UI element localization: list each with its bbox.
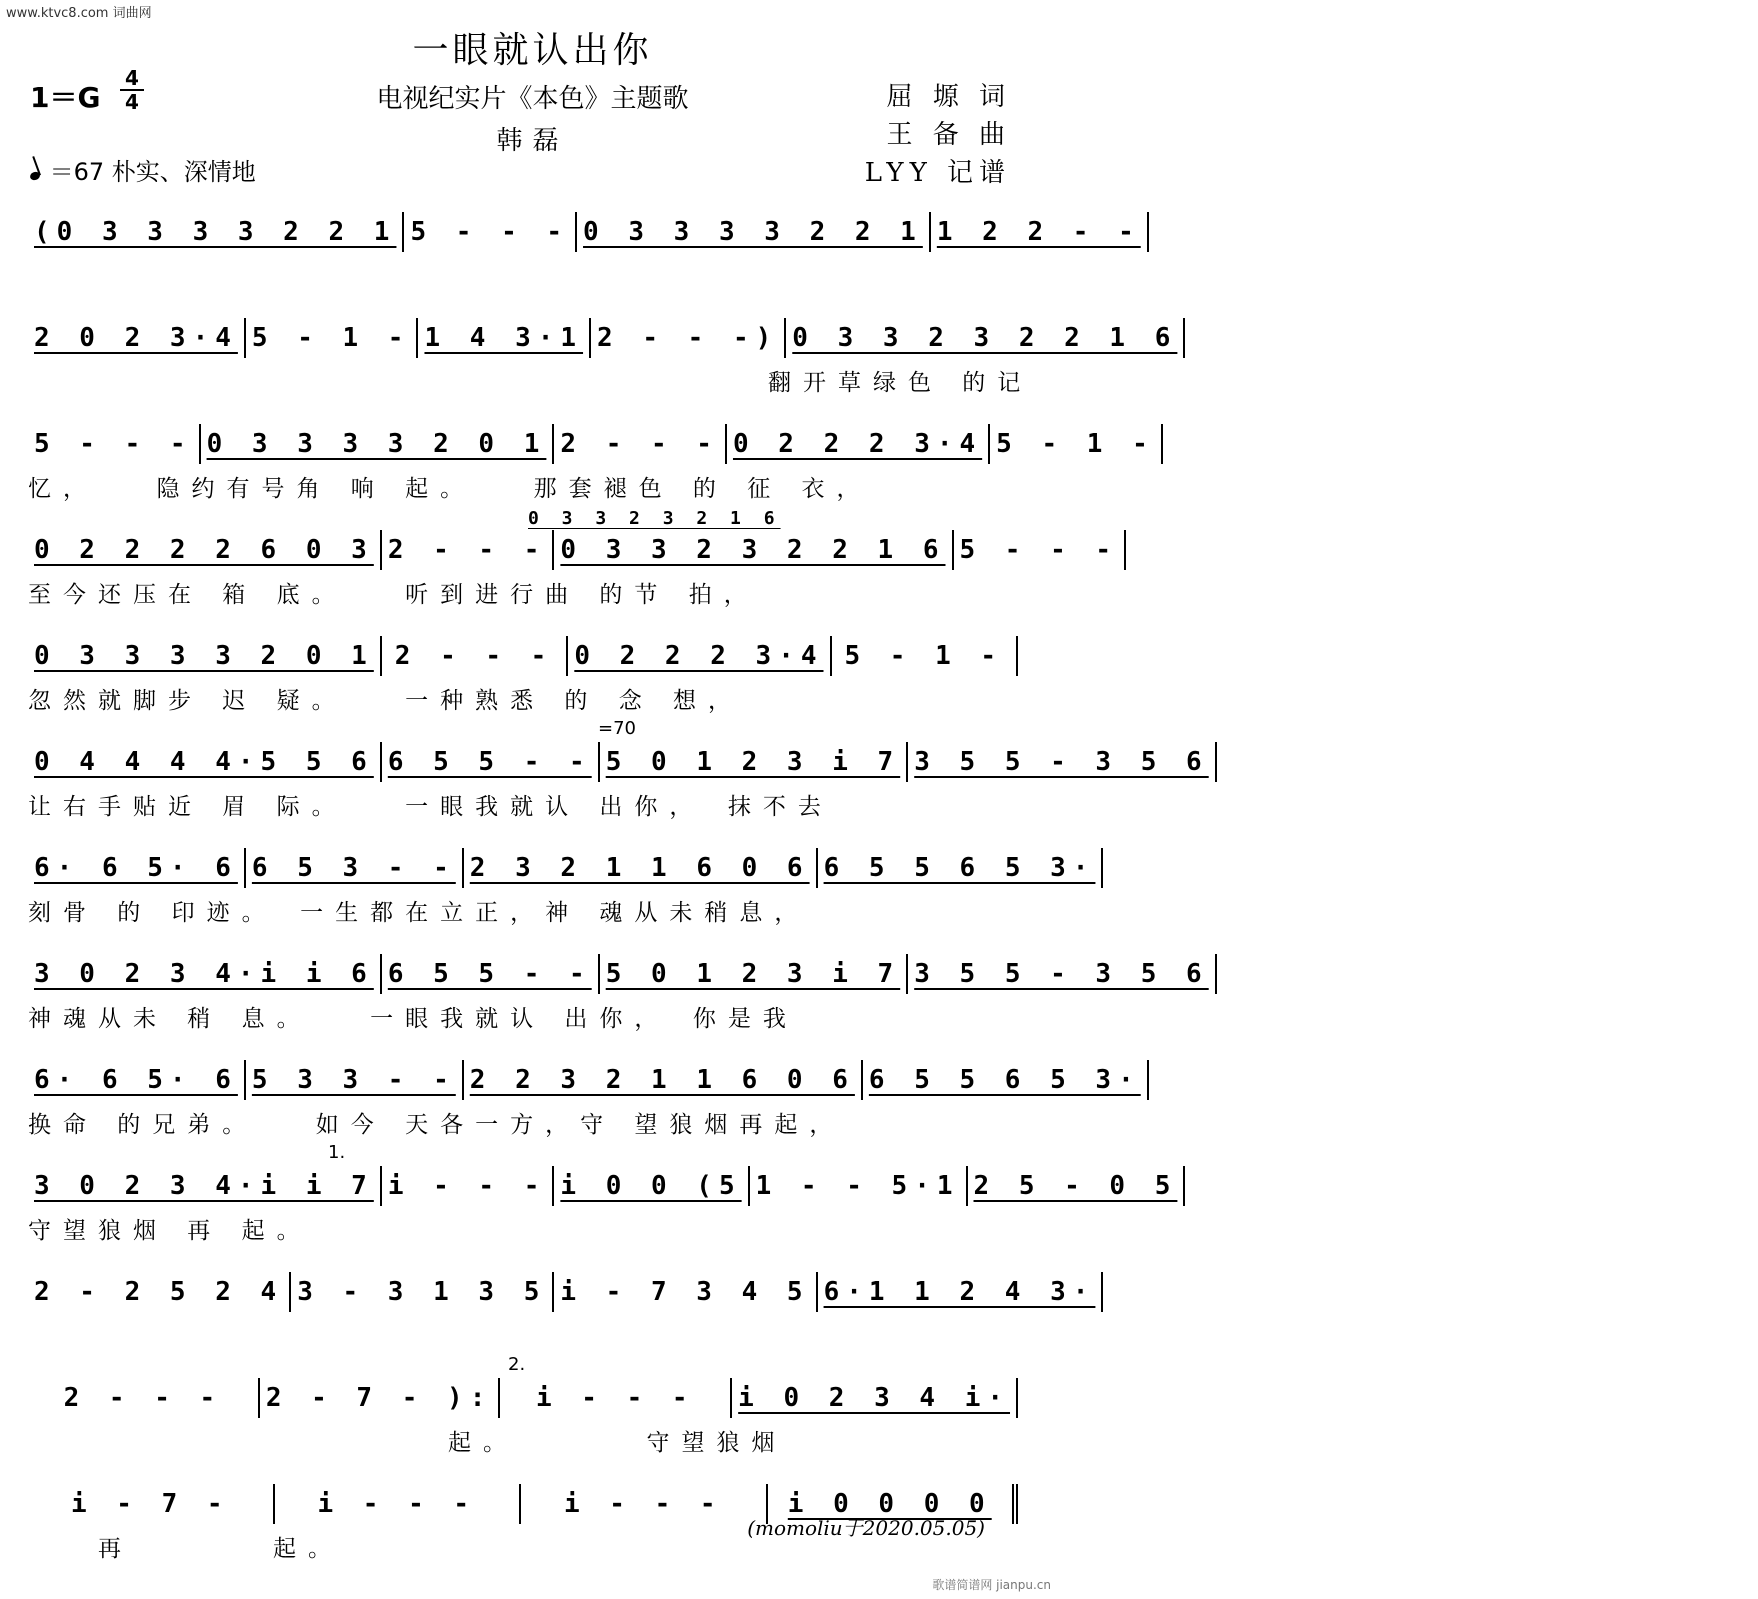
measure <box>28 424 201 464</box>
measure <box>908 954 1217 994</box>
measure <box>600 742 909 782</box>
time-signature-bottom: 4 <box>125 90 139 114</box>
measure <box>554 424 727 464</box>
measure-notes: 3 0 2 3 4·i i 6 <box>34 959 374 989</box>
measure <box>931 212 1149 252</box>
lyric-line: 至今还压在 箱 底。 听到进行曲 的节 拍， <box>28 582 759 608</box>
measure <box>990 424 1163 464</box>
measure <box>786 318 1185 358</box>
measure-notes: 6· 6 5· 6 <box>34 1065 238 1095</box>
time-signature-top: 4 <box>125 66 139 90</box>
measure-notes: 1 4 3·1 <box>424 323 584 353</box>
score <box>28 192 1209 1570</box>
measure <box>404 212 577 252</box>
measure-notes: i - - - <box>387 1171 547 1201</box>
score-row <box>28 1142 1178 1252</box>
measure <box>521 1484 768 1524</box>
credits <box>865 78 1011 192</box>
measure-notes: 6· 6 5· 6 <box>34 853 238 883</box>
tempo-text: ＝67 朴实、深情地 <box>49 158 256 186</box>
measure-notes: 5 - - - <box>959 535 1119 565</box>
measure <box>28 848 246 888</box>
credit-transcriber: LYY 记谱 <box>864 158 1011 188</box>
credit-composer: 王 备 曲 <box>886 120 1011 150</box>
lyric-line: 起。 守望狼烟 <box>28 1430 787 1456</box>
lyric-line: 神魂从未 稍 息。 一眼我就认 出你， 你是我 <box>28 1006 798 1032</box>
measure <box>732 1378 1018 1418</box>
measure-notes: 3 5 5 - 3 5 6 <box>914 959 1209 989</box>
score-row <box>28 718 1209 828</box>
transcriber-signature: (momoliu于2020.05.05) <box>747 1516 985 1540</box>
measure-notes: 2 - - - <box>560 429 719 459</box>
site-watermark-top: www.ktvc8.com 词曲网 <box>6 6 152 21</box>
measure <box>954 530 1127 570</box>
measure <box>382 1166 555 1206</box>
measure-notes: i 0 2 3 4 i· <box>738 1383 1011 1413</box>
measure <box>418 318 591 358</box>
score-row <box>28 298 1178 404</box>
lyric-line: 忆， 隐约有号角 响 起。 那套褪色 的 征 衣， <box>28 476 872 502</box>
row-annotation: 2. <box>508 1354 526 1375</box>
notes-line <box>28 1060 1141 1100</box>
lyric-line: 守望狼烟 再 起。 <box>28 1218 312 1244</box>
measure-notes: i - - - <box>563 1489 723 1519</box>
measure-notes: 2 2 3 2 1 1 6 0 6 <box>469 1065 855 1095</box>
measure <box>275 1484 522 1524</box>
lyric-line: 换命 的兄弟。 如今 天各一方，守 望狼烟再起， <box>28 1112 845 1138</box>
measure <box>28 742 382 782</box>
measure-notes: 5 - 1 - <box>844 641 1004 671</box>
lyric-line: 翻开草绿色 的记 <box>768 370 1033 396</box>
measure-notes: 5 0 1 2 3 i 7 <box>605 747 901 777</box>
measure-notes: 6 5 5 - - <box>387 959 592 989</box>
measure <box>382 954 600 994</box>
measure-notes: 3 0 2 3 4·i i 7 <box>34 1171 374 1201</box>
measure-notes: 1 2 2 - - <box>936 217 1141 247</box>
measure-notes: 5 - - - <box>34 429 193 459</box>
lyric-line: 再 起。 <box>28 1536 343 1562</box>
measure <box>968 1166 1186 1206</box>
score-row <box>28 1252 1096 1358</box>
measure <box>554 1166 749 1206</box>
measure <box>818 1272 1104 1312</box>
notes-line <box>28 848 1096 888</box>
measure-notes: 2 5 - 0 5 <box>973 1171 1178 1201</box>
measure <box>832 636 1019 676</box>
score-row <box>28 404 1155 510</box>
measure <box>260 1378 501 1418</box>
measure <box>382 742 600 782</box>
measure-notes: 0 3 3 3 3 2 2 1 <box>583 217 923 247</box>
measure <box>568 636 831 676</box>
measure <box>577 212 931 252</box>
measure-notes: 2 - - - <box>394 641 554 671</box>
measure <box>554 530 953 570</box>
measure-notes: 3 5 5 - 3 5 6 <box>914 747 1209 777</box>
measure <box>464 848 818 888</box>
notes-line <box>28 1272 1096 1312</box>
alternate-melody: 0 3 3 2 3 2 1 6 <box>528 508 781 529</box>
key-signature: 1＝G <box>30 81 101 114</box>
measure-notes: 2 0 2 3·4 <box>34 323 238 353</box>
measure-notes: 0 2 2 2 3·4 <box>732 429 983 459</box>
measure-notes: i - - - <box>535 1383 695 1413</box>
measure <box>750 1166 968 1206</box>
notes-line <box>28 954 1209 994</box>
measure-notes: 5 - 1 - <box>251 323 411 353</box>
measure-notes: (0 3 3 3 3 2 2 1 <box>34 217 397 247</box>
measure <box>291 1272 554 1312</box>
measure <box>818 848 1104 888</box>
quarter-note-icon <box>29 171 41 182</box>
measure <box>382 636 569 676</box>
site-watermark-bottom: 歌谱简谱网 jianpu.cn <box>932 1578 1051 1592</box>
lyric-line: 让右手贴近 眉 际。 一眼我就认 出你， 抹不去 <box>28 794 833 820</box>
measure-notes: 5 3 3 - - <box>251 1065 456 1095</box>
measure <box>600 954 909 994</box>
tempo-marking <box>30 152 256 187</box>
measure <box>554 1272 817 1312</box>
measure-notes: 5 - - - <box>410 217 570 247</box>
measure-notes: 2 - - - <box>387 535 547 565</box>
credit-lyricist: 屈 塬 词 <box>886 82 1011 112</box>
score-row <box>28 192 1141 298</box>
score-row <box>28 508 1119 616</box>
notes-line <box>28 1378 1018 1418</box>
score-row <box>28 828 1096 934</box>
measure-notes: 0 2 2 2 3·4 <box>574 641 824 671</box>
measure-notes: 0 3 3 3 3 2 0 1 <box>206 429 547 459</box>
measure <box>246 318 419 358</box>
song-subtitle: 电视纪实片《本色》主题歌 <box>376 84 689 114</box>
measure-notes: 2 - 2 5 2 4 <box>34 1277 284 1307</box>
notes-line <box>28 212 1141 252</box>
measure <box>201 424 555 464</box>
row-annotation: =70 <box>598 718 636 739</box>
measure <box>28 318 246 358</box>
measure <box>28 1272 291 1312</box>
measure <box>908 742 1217 782</box>
notes-line <box>28 318 1178 358</box>
measure-notes: 2 3 2 1 1 6 0 6 <box>469 853 810 883</box>
measure-notes: 0 4 4 4 4·5 5 6 <box>34 747 374 777</box>
notes-line <box>28 1166 1178 1206</box>
measure-notes: 1 - - 5·1 <box>755 1171 960 1201</box>
score-row <box>28 1354 1028 1464</box>
measure-notes: 2 - - -) <box>597 323 779 353</box>
measure-notes: 5 0 1 2 3 i 7 <box>605 959 901 989</box>
measure <box>28 1060 246 1100</box>
measure-notes: i 0 0 (5 <box>560 1171 742 1201</box>
measure-notes: 6 5 5 6 5 3· <box>868 1065 1141 1095</box>
measure-notes: i 0 0 0 0 <box>787 1489 992 1519</box>
measure-notes: 3 - 3 1 3 5 <box>297 1277 547 1307</box>
singer-name: 韩磊 <box>496 126 569 156</box>
measure <box>591 318 786 358</box>
score-row <box>28 1040 1141 1146</box>
measure <box>382 530 555 570</box>
measure <box>28 636 382 676</box>
measure <box>863 1060 1149 1100</box>
notes-line <box>28 424 1155 464</box>
measure <box>727 424 990 464</box>
measure-notes: 0 2 2 2 2 6 0 3 <box>34 535 374 565</box>
measure-notes: 0 3 3 2 3 2 2 1 6 <box>792 323 1178 353</box>
measure-notes: 6 5 5 - - <box>387 747 592 777</box>
measure-notes: 0 3 3 3 3 2 0 1 <box>34 641 374 671</box>
measure-notes: 2 - 7 - ): <box>265 1383 493 1413</box>
measure <box>246 848 464 888</box>
measure <box>500 1378 732 1418</box>
measure <box>464 1060 863 1100</box>
measure <box>246 1060 464 1100</box>
measure-notes: i - 7 3 4 5 <box>560 1277 810 1307</box>
measure-notes: i - - - <box>317 1489 477 1519</box>
measure-notes: i - 7 - <box>70 1489 230 1519</box>
measure <box>28 1484 275 1524</box>
measure <box>28 1378 260 1418</box>
measure-notes: 6 5 3 - - <box>251 853 456 883</box>
notes-line <box>28 742 1209 782</box>
score-row <box>28 934 1209 1040</box>
measure-notes: 6 5 5 6 5 3· <box>823 853 1096 883</box>
measure <box>28 1166 382 1206</box>
notes-line <box>28 530 1119 570</box>
notes-line <box>28 636 1018 676</box>
measure-notes: 2 - - - <box>63 1383 223 1413</box>
measure <box>28 212 404 252</box>
measure-notes: 6·1 1 2 4 3· <box>823 1277 1096 1307</box>
lyric-line: 忽然就脚步 迟 疑。 一种熟悉 的 念 想， <box>28 688 744 714</box>
song-title: 一眼就认出你 <box>412 30 653 71</box>
row-annotation: 1. <box>328 1142 346 1163</box>
measure-notes: 5 - 1 - <box>996 429 1155 459</box>
measure <box>28 954 382 994</box>
measure <box>28 530 382 570</box>
score-row <box>28 616 1028 722</box>
measure-notes: 0 3 3 2 3 2 2 1 6 <box>560 535 946 565</box>
lyric-line: 刻骨 的 印迹。 一生都在立正，神 魂从未稍息， <box>28 900 810 926</box>
